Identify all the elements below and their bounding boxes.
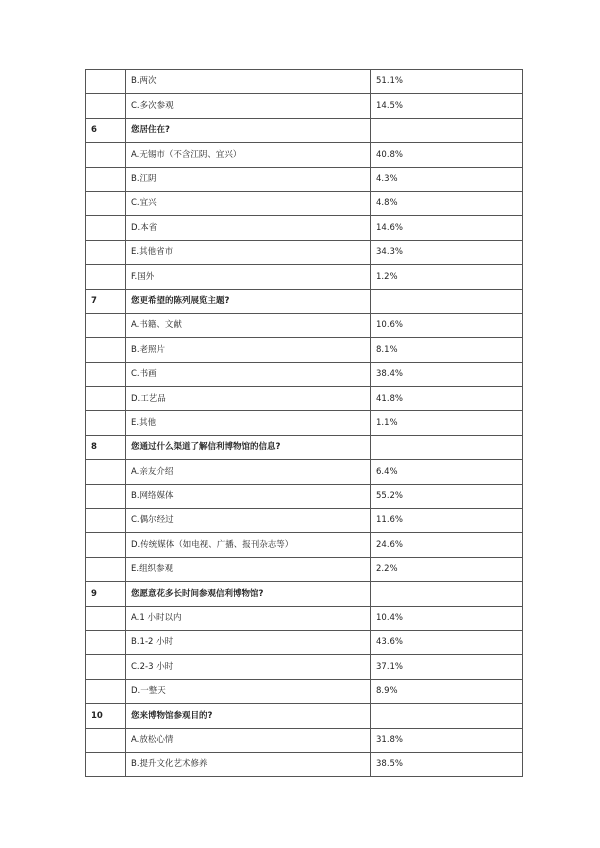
option-percentage: 51.1%: [371, 70, 523, 94]
question-number: 8: [86, 435, 126, 459]
option-text: C.多次参观: [126, 94, 371, 118]
question-number: 6: [86, 118, 126, 142]
option-text: A.1 小时以内: [126, 606, 371, 630]
answer-option-row: [86, 313, 523, 337]
option-text: B.1-2 小时: [126, 630, 371, 654]
question-row: [86, 704, 523, 728]
answer-option-row: [86, 143, 523, 167]
empty-number-cell: [86, 70, 126, 94]
option-text: D.本省: [126, 216, 371, 240]
answer-option-row: [86, 70, 523, 94]
option-percentage: 2.2%: [371, 557, 523, 581]
option-text: F.国外: [126, 265, 371, 289]
answer-option-row: [86, 167, 523, 191]
option-percentage: 31.8%: [371, 728, 523, 752]
empty-number-cell: [86, 557, 126, 581]
empty-number-cell: [86, 509, 126, 533]
empty-number-cell: [86, 533, 126, 557]
answer-option-row: [86, 216, 523, 240]
option-text: C.偶尔经过: [126, 509, 371, 533]
answer-option-row: [86, 191, 523, 215]
option-percentage: 14.6%: [371, 216, 523, 240]
empty-value-cell: [371, 289, 523, 313]
option-text: D.工艺品: [126, 387, 371, 411]
empty-value-cell: [371, 582, 523, 606]
empty-number-cell: [86, 655, 126, 679]
empty-number-cell: [86, 94, 126, 118]
empty-number-cell: [86, 484, 126, 508]
question-number: 9: [86, 582, 126, 606]
option-text: C.2-3 小时: [126, 655, 371, 679]
option-percentage: 38.4%: [371, 362, 523, 386]
option-text: B.网络媒体: [126, 484, 371, 508]
question-row: [86, 582, 523, 606]
empty-number-cell: [86, 216, 126, 240]
option-text: B.江阴: [126, 167, 371, 191]
question-text: 您愿意花多长时间参观信利博物馆?: [126, 582, 371, 606]
answer-option-row: [86, 411, 523, 435]
answer-option-row: [86, 387, 523, 411]
answer-option-row: [86, 240, 523, 264]
option-text: E.其他省市: [126, 240, 371, 264]
answer-option-row: [86, 362, 523, 386]
empty-number-cell: [86, 265, 126, 289]
question-row: [86, 435, 523, 459]
empty-value-cell: [371, 435, 523, 459]
empty-number-cell: [86, 606, 126, 630]
question-text: 您来博物馆参观目的?: [126, 704, 371, 728]
option-text: B.老照片: [126, 338, 371, 362]
option-percentage: 8.9%: [371, 679, 523, 703]
answer-option-row: [86, 94, 523, 118]
question-text: 您通过什么渠道了解信利博物馆的信息?: [126, 435, 371, 459]
answer-option-row: [86, 679, 523, 703]
option-percentage: 10.6%: [371, 313, 523, 337]
answer-option-row: [86, 265, 523, 289]
option-percentage: 6.4%: [371, 460, 523, 484]
option-percentage: 4.3%: [371, 167, 523, 191]
answer-option-row: [86, 557, 523, 581]
option-percentage: 38.5%: [371, 752, 523, 776]
empty-number-cell: [86, 143, 126, 167]
question-number: 7: [86, 289, 126, 313]
empty-number-cell: [86, 191, 126, 215]
answer-option-row: [86, 338, 523, 362]
answer-option-row: [86, 630, 523, 654]
option-percentage: 14.5%: [371, 94, 523, 118]
question-text: 您居住在?: [126, 118, 371, 142]
answer-option-row: [86, 655, 523, 679]
option-text: B.提升文化艺术修养: [126, 752, 371, 776]
empty-number-cell: [86, 313, 126, 337]
survey-table-body: [86, 70, 523, 777]
option-percentage: 4.8%: [371, 191, 523, 215]
answer-option-row: [86, 484, 523, 508]
option-percentage: 34.3%: [371, 240, 523, 264]
option-text: E.其他: [126, 411, 371, 435]
empty-number-cell: [86, 411, 126, 435]
option-text: A.亲友介绍: [126, 460, 371, 484]
empty-number-cell: [86, 387, 126, 411]
answer-option-row: [86, 533, 523, 557]
option-text: E.组织参观: [126, 557, 371, 581]
option-text: A.无锡市（不含江阴、宜兴）: [126, 143, 371, 167]
empty-number-cell: [86, 167, 126, 191]
option-percentage: 40.8%: [371, 143, 523, 167]
option-text: C.书画: [126, 362, 371, 386]
option-percentage: 37.1%: [371, 655, 523, 679]
option-percentage: 1.1%: [371, 411, 523, 435]
option-percentage: 8.1%: [371, 338, 523, 362]
empty-number-cell: [86, 240, 126, 264]
option-text: A.放松心情: [126, 728, 371, 752]
empty-number-cell: [86, 679, 126, 703]
option-text: C.宜兴: [126, 191, 371, 215]
empty-number-cell: [86, 728, 126, 752]
question-row: [86, 289, 523, 313]
question-row: [86, 118, 523, 142]
empty-number-cell: [86, 362, 126, 386]
answer-option-row: [86, 606, 523, 630]
answer-option-row: [86, 728, 523, 752]
option-percentage: 41.8%: [371, 387, 523, 411]
empty-value-cell: [371, 118, 523, 142]
option-text: D.传统媒体（如电视、广播、报刊杂志等）: [126, 533, 371, 557]
option-text: B.两次: [126, 70, 371, 94]
option-percentage: 1.2%: [371, 265, 523, 289]
answer-option-row: [86, 460, 523, 484]
empty-number-cell: [86, 338, 126, 362]
question-number: 10: [86, 704, 126, 728]
answer-option-row: [86, 752, 523, 776]
option-percentage: 10.4%: [371, 606, 523, 630]
option-text: A.书籍、文献: [126, 313, 371, 337]
empty-number-cell: [86, 630, 126, 654]
empty-number-cell: [86, 752, 126, 776]
empty-number-cell: [86, 460, 126, 484]
option-percentage: 11.6%: [371, 509, 523, 533]
option-percentage: 55.2%: [371, 484, 523, 508]
option-percentage: 43.6%: [371, 630, 523, 654]
option-percentage: 24.6%: [371, 533, 523, 557]
answer-option-row: [86, 509, 523, 533]
survey-results-table: [85, 69, 523, 777]
question-text: 您更希望的陈列展览主题?: [126, 289, 371, 313]
empty-value-cell: [371, 704, 523, 728]
option-text: D.一整天: [126, 679, 371, 703]
